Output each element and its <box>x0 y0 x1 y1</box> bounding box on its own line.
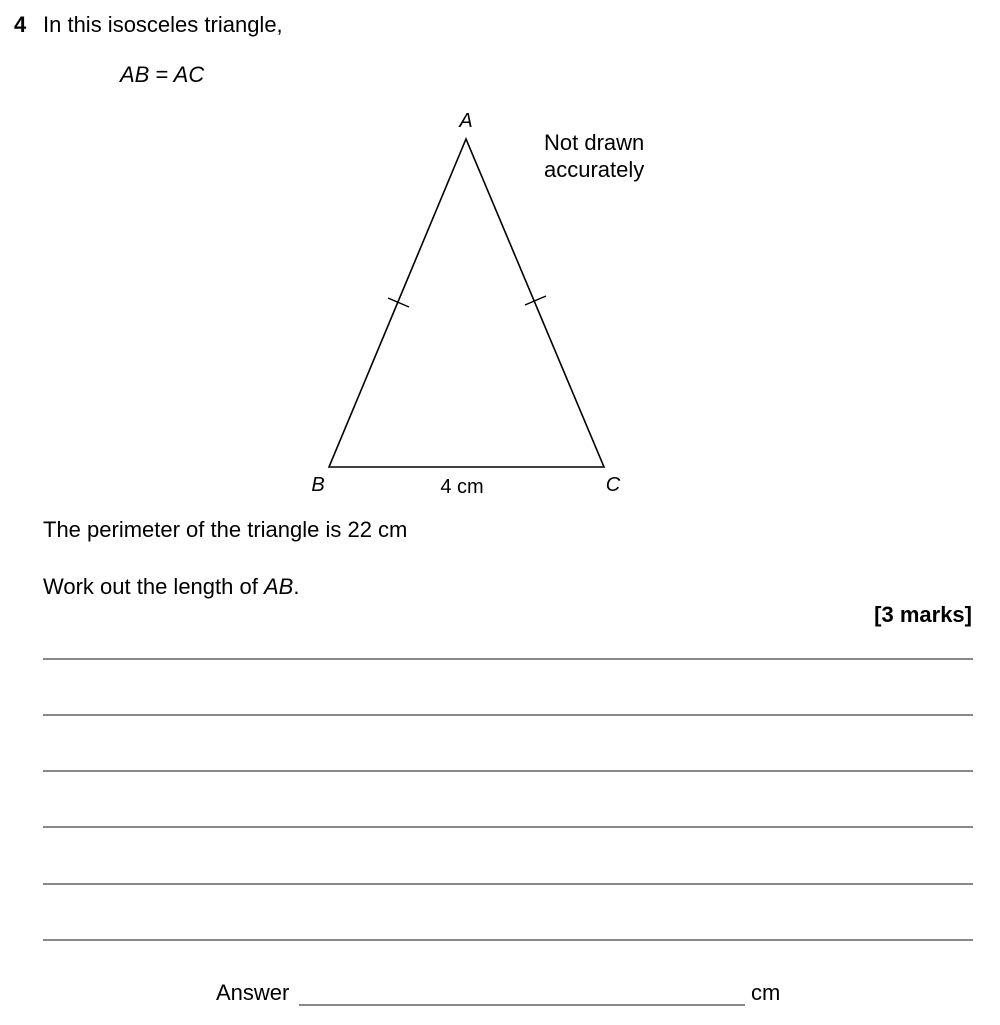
question-intro: In this isosceles triangle, <box>43 12 283 37</box>
given-lhs: AB <box>120 62 150 87</box>
vertex-label-b: B <box>311 474 325 496</box>
working-line[interactable] <box>43 883 973 885</box>
given-rhs: AC <box>173 62 205 87</box>
task-suffix: . <box>293 574 300 599</box>
working-line[interactable] <box>43 714 973 716</box>
working-line[interactable] <box>43 939 973 941</box>
task-segment: AB <box>263 574 294 599</box>
working-line[interactable] <box>43 770 973 772</box>
task-instruction <box>43 574 299 600</box>
answer-label: Answer <box>216 980 290 1005</box>
vertex-label-a: A <box>459 110 473 132</box>
given-equals: = <box>155 62 169 87</box>
question-number: 4 <box>14 12 27 37</box>
not-drawn-note-line1: Not drawn <box>544 130 645 155</box>
perimeter-statement: The perimeter of the triangle is 22 cm <box>43 517 408 542</box>
vertex-label-c: C <box>605 474 621 496</box>
triangle-outline <box>329 139 604 467</box>
answer-unit: cm <box>751 980 781 1005</box>
marks-label: [3 marks] <box>874 602 972 627</box>
base-length-label: 4 cm <box>440 476 484 498</box>
answer-input-line[interactable] <box>299 1004 745 1006</box>
task-prefix: Work out the length of <box>43 574 264 599</box>
not-drawn-note-line2: accurately <box>544 157 645 182</box>
working-line[interactable] <box>43 658 973 660</box>
working-line[interactable] <box>43 826 973 828</box>
